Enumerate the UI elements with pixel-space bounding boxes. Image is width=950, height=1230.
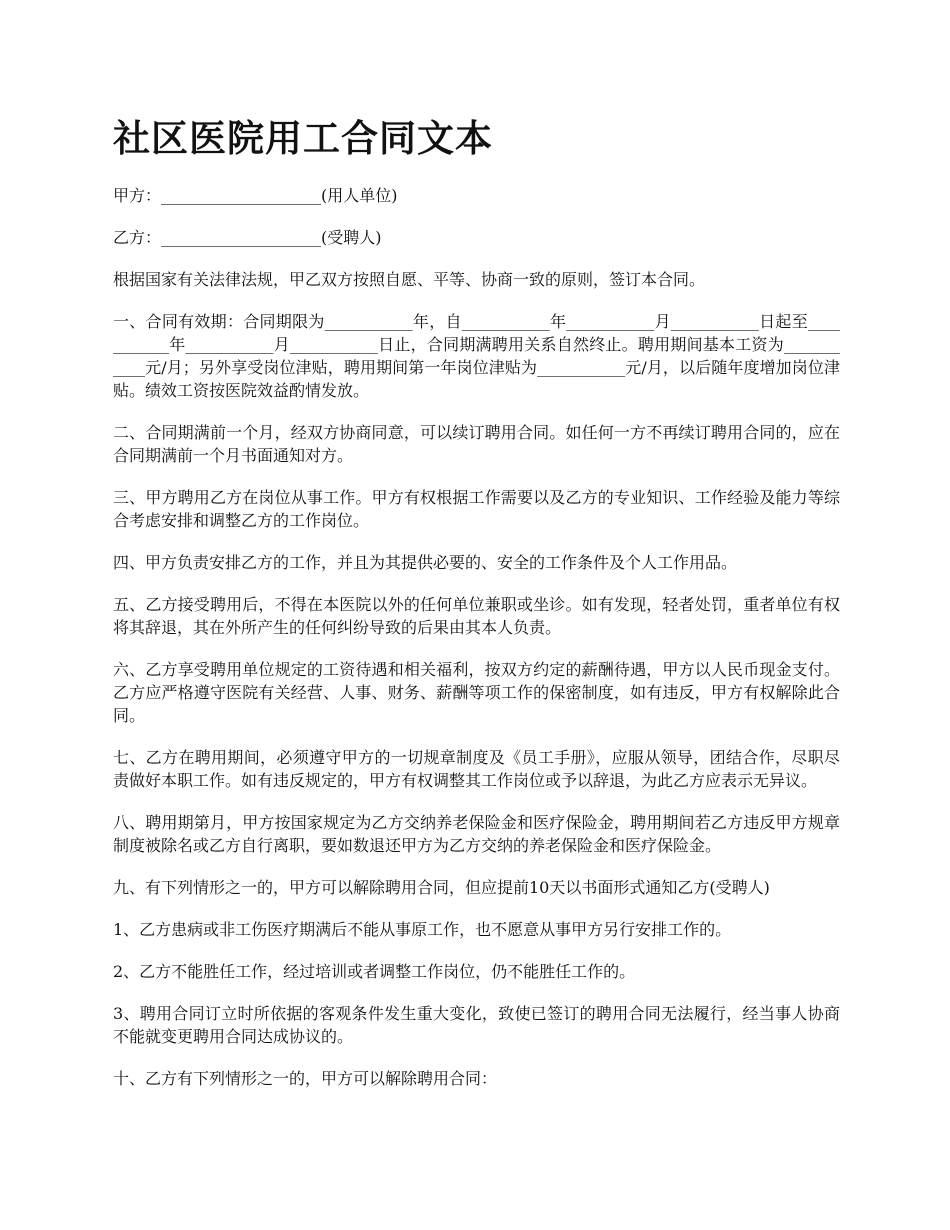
clause-4-conditions: 四、甲方负责安排乙方的工作，并且为其提供必要的、安全的工作条件及个人工作用品。 xyxy=(113,553,738,572)
clause-1-term: 一、合同有效期：合同期限为___________年，自___________年___________月___________日起至___________年___________月___________日止，合同期满聘用关系自然终止。聘用期间基本工资为___________元/月；另外享受岗位津贴，聘用期间第一年岗位津贴为___________元/月，以后随年度增加岗位津贴。绩效工资按医院效益酌情发放。 xyxy=(113,312,840,400)
document-page xyxy=(113,112,840,1109)
clause-2-renewal: 二、合同期满前一个月，经双方协商同意，可以续订聘用合同。如任何一方不再续订聘用合同的，应在合同期满前一个月书面通知对方。 xyxy=(113,423,840,465)
clause-6-salary: 六、乙方享受聘用单位规定的工资待遇和相关福利，按双方约定的薪酬待遇，甲方以人民币现金支付。乙方应严格遵守医院有关经营、人事、财务、薪酬等项工作的保密制度，如有违反，甲方有权解除此合同。 xyxy=(113,660,840,725)
preamble-paragraph: 根据国家有关法律法规，甲乙双方按照自愿、平等、协商一致的原则，签订本合同。 xyxy=(113,270,706,289)
clause-3-position: 三、甲方聘用乙方在岗位从事工作。甲方有权根据工作需要以及乙方的专业知识、工作经验及能力等综合考虑安排和调整乙方的工作岗位。 xyxy=(113,488,840,530)
clause-5-no-side-jobs: 五、乙方接受聘用后，不得在本医院以外的任何单位兼职或坐诊。如有发现，轻者处罚，重者单位有权将其辞退，其在外所产生的任何纠纷导致的后果由其本人负责。 xyxy=(113,595,840,637)
clause-9-termination: 九、有下列情形之一的，甲方可以解除聘用合同，但应提前10天以书面形式通知乙方(受聘人) xyxy=(113,878,770,897)
clause-10-heading: 十、乙方有下列情形之一的，甲方可以解除聘用合同： xyxy=(113,1069,498,1088)
clause-7-rules: 七、乙方在聘用期间，必须遵守甲方的一切规章制度及《员工手册》，应服从领导，团结合作，尽职尽责做好本职工作。如有违反规定的，甲方有权调整其工作岗位或予以辞退，为此乙方应表示无异议。 xyxy=(113,748,840,790)
clause-8-insurance: 八、聘用期第月，甲方按国家规定为乙方交纳养老保险金和医疗保险金，聘用期间若乙方违反甲方规章制度被除名或乙方自行离职，要如数退还甲方为乙方交纳的养老保险金和医疗保险金。 xyxy=(113,813,840,855)
document-title: 社区医院用工合同文本 xyxy=(113,116,493,160)
clause-9-item-3: 3、聘用合同订立时所依据的客观条件发生重大变化，致使已签订的聘用合同无法履行，经当事人协商不能就变更聘用合同达成协议的。 xyxy=(113,1004,840,1046)
clause-9-item-2: 2、乙方不能胜任工作，经过培训或者调整工作岗位，仍不能胜任工作的。 xyxy=(113,962,636,981)
clause-9-item-1: 1、乙方患病或非工伤医疗期满后不能从事原工作，也不愿意从事甲方另行安排工作的。 xyxy=(113,920,732,939)
party-a-line: 甲方：____________________(用人单位) xyxy=(113,186,398,205)
party-b-line: 乙方：____________________(受聘人) xyxy=(113,228,382,247)
